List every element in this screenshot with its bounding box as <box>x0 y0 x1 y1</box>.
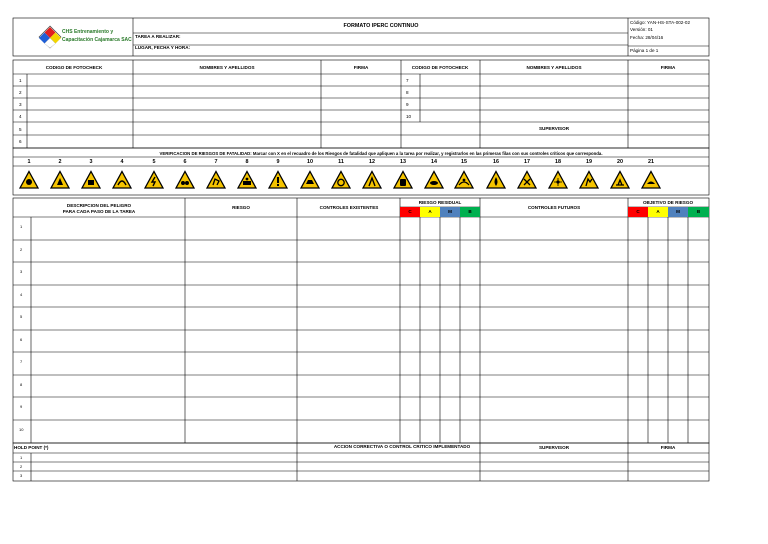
fatality-number: 1 <box>27 159 31 165</box>
fatality-number: 14 <box>431 159 437 165</box>
crew-col-code-2: CODIGO DE FOTOCHECK <box>411 65 469 70</box>
fatality-number: 12 <box>369 159 375 165</box>
crew-col-code: CODIGO DE FOTOCHECK <box>45 65 103 70</box>
fatality-number: 7 <box>214 159 218 165</box>
analysis-row-number: 7 <box>20 359 23 364</box>
hazard-warning-icon[interactable] <box>454 170 474 190</box>
fatality-number: 9 <box>276 159 280 165</box>
fatality-number: 21 <box>648 159 654 165</box>
fatality-number: 5 <box>152 159 156 165</box>
col-risk-objective: OBJETIVO DE RIESGO <box>642 200 694 205</box>
hazard-warning-icon[interactable] <box>486 170 506 190</box>
crew-row-number: 6 <box>19 139 22 144</box>
hazard-warning-icon[interactable] <box>362 170 382 190</box>
footer-row-number: 1 <box>20 455 23 460</box>
crew-row-number: 10 <box>406 114 412 119</box>
footer-supervisor-label: SUPERVISOR <box>538 445 570 450</box>
residual-level-medium: M <box>440 207 460 217</box>
footer-sign-label: FIRMA <box>660 445 676 450</box>
document-date: Fecha: 28/04/16 <box>630 35 664 40</box>
analysis-row-number: 2 <box>20 247 23 252</box>
crew-row-number: 7 <box>406 78 409 83</box>
company-name-line1: CHS Entrenamiento y <box>62 29 114 35</box>
hazard-warning-icon[interactable] <box>300 170 320 190</box>
hazard-warning-icon[interactable] <box>268 170 288 190</box>
col-risk: RIESGO <box>232 205 250 210</box>
col-desc-line2: PARA CADA PASO DE LA TAREA <box>62 209 136 214</box>
hazard-warning-icon[interactable] <box>206 170 226 190</box>
hazard-warning-icon[interactable] <box>579 170 599 190</box>
col-residual-risk: RIESGO RESIDUAL <box>418 200 462 205</box>
analysis-row-number: 9 <box>20 404 23 409</box>
objective-level-high: A <box>648 207 668 217</box>
crew-col-names-2: NOMBRES Y APELLIDOS <box>526 65 582 70</box>
fatality-number: 13 <box>400 159 406 165</box>
document-code: Código: YAN-HS-STA-002-02 <box>630 20 690 25</box>
col-future-controls: CONTROLES FUTUROS <box>527 205 581 210</box>
hazard-warning-icon[interactable] <box>237 170 257 190</box>
hold-point-label: HOLD POINT (*) <box>14 445 49 450</box>
residual-level-low: B <box>460 207 480 217</box>
hazard-warning-icon[interactable] <box>393 170 413 190</box>
fatality-number: 8 <box>245 159 249 165</box>
task-label: TAREA A REALIZAR: <box>135 34 181 39</box>
fatality-number: 3 <box>89 159 93 165</box>
crew-row-number: 5 <box>19 127 22 132</box>
hazard-warning-icon[interactable] <box>610 170 630 190</box>
crew-row-number: 9 <box>406 102 409 107</box>
footer-row-number: 2 <box>20 464 23 469</box>
objective-level-medium: M <box>668 207 688 217</box>
document-version: Versión: 01 <box>630 27 653 32</box>
hazard-warning-icon[interactable] <box>548 170 568 190</box>
analysis-row-number: 5 <box>20 314 23 319</box>
objective-level-low: B <box>688 207 709 217</box>
hazard-warning-icon[interactable] <box>81 170 101 190</box>
analysis-row-number: 6 <box>20 337 23 342</box>
col-desc-line1: DESCRIPCION DEL PELIGRO <box>66 203 132 208</box>
crew-row-number: 3 <box>19 102 22 107</box>
company-logo-icon <box>38 25 62 49</box>
corrective-action-label: ACCION CORRECTIVA O CONTROL CRITICO IMPLEMENTADO <box>333 444 471 449</box>
fatality-number: 10 <box>307 159 313 165</box>
analysis-row-number: 1 <box>20 224 23 229</box>
fatality-number: 17 <box>524 159 530 165</box>
residual-level-critical: C <box>400 207 420 217</box>
crew-row-number: 1 <box>19 78 22 83</box>
col-existing-controls: CONTROLES EXISTENTES <box>319 205 379 210</box>
crew-row-number: 2 <box>19 90 22 95</box>
analysis-row-number: 4 <box>20 292 23 297</box>
fatality-number: 15 <box>461 159 467 165</box>
hazard-warning-icon[interactable] <box>175 170 195 190</box>
form-title: FORMATO IPERC CONTINUO <box>343 23 419 29</box>
hazard-warning-icon[interactable] <box>50 170 70 190</box>
crew-col-names: NOMBRES Y APELLIDOS <box>199 65 255 70</box>
residual-level-high: A <box>420 207 440 217</box>
fatality-number: 11 <box>338 159 344 165</box>
fatality-number: 20 <box>617 159 623 165</box>
hazard-warning-icon[interactable] <box>112 170 132 190</box>
crew-row-number: 8 <box>406 90 409 95</box>
company-name-line2: Capacitación Cajamarca SAC <box>62 37 132 43</box>
crew-col-sign: FIRMA <box>353 65 369 70</box>
crew-supervisor-label: SUPERVISOR <box>538 126 570 131</box>
fatality-number: 16 <box>493 159 499 165</box>
hazard-warning-icon[interactable] <box>517 170 537 190</box>
footer-row-number: 3 <box>20 473 23 478</box>
crew-col-sign-2: FIRMA <box>660 65 676 70</box>
place-date-label: LUGAR, FECHA Y HORA: <box>135 45 191 50</box>
fatality-number: 19 <box>586 159 592 165</box>
hazard-warning-icon[interactable] <box>19 170 39 190</box>
hazard-warning-icon[interactable] <box>331 170 351 190</box>
fatality-number: 18 <box>555 159 561 165</box>
hazard-warning-icon[interactable] <box>641 170 661 190</box>
page-number: Página 1 de 1 <box>630 48 659 53</box>
analysis-row-number: 8 <box>20 382 23 387</box>
crew-row-number: 4 <box>19 114 22 119</box>
fatality-number: 4 <box>120 159 124 165</box>
fatality-number: 6 <box>183 159 187 165</box>
analysis-row-number: 10 <box>19 427 24 432</box>
analysis-row-number: 3 <box>20 269 23 274</box>
objective-level-critical: C <box>628 207 648 217</box>
fatality-number: 2 <box>58 159 62 165</box>
hazard-warning-icon[interactable] <box>144 170 164 190</box>
fatality-instruction: VERIFICACION DE RIESGOS DE FATALIDAD: Marcar con X en el recuadro de los Riesgos de fatalidad que apliquen a la tarea por realizar, y registrarlos en las primeras filas con sus controles críticos que corresponda. <box>159 151 603 156</box>
hazard-warning-icon[interactable] <box>424 170 444 190</box>
